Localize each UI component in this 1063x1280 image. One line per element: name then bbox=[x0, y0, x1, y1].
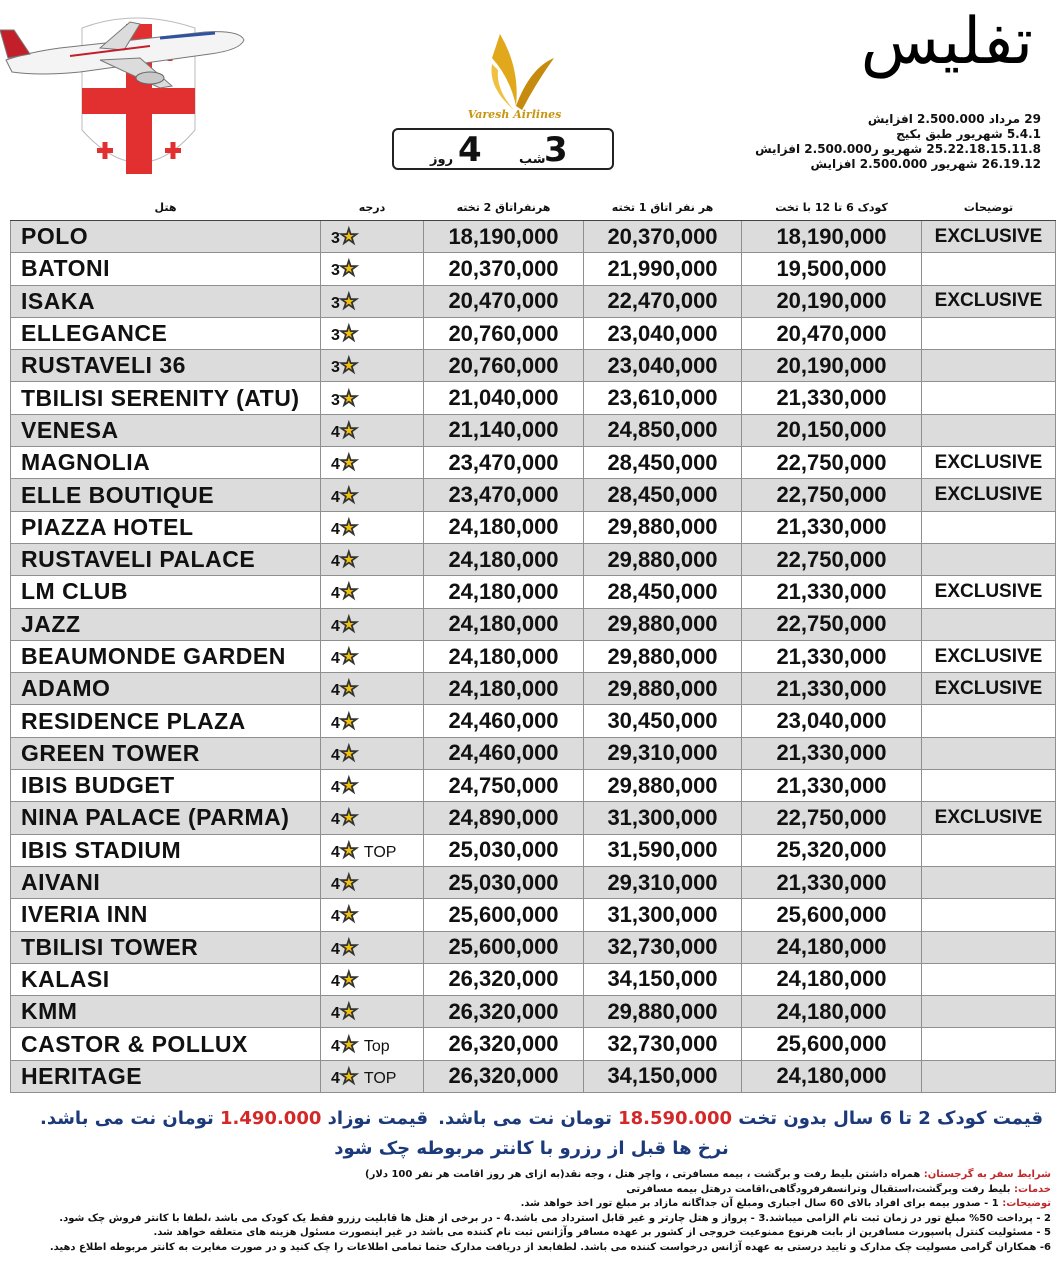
price-single: 29,880,000 bbox=[584, 511, 742, 543]
star-count: 4 bbox=[331, 843, 340, 861]
table-row bbox=[11, 931, 1056, 963]
table-row bbox=[11, 511, 1056, 543]
nights-label: شب bbox=[519, 152, 546, 167]
star-icon: ★ bbox=[339, 549, 358, 572]
table-row bbox=[11, 221, 1056, 253]
hotel-grade bbox=[321, 705, 424, 737]
note bbox=[922, 931, 1056, 963]
note: EXCLUSIVE bbox=[922, 640, 1056, 672]
star-icon: ★ bbox=[339, 290, 358, 313]
note bbox=[922, 608, 1056, 640]
note: EXCLUSIVE bbox=[922, 802, 1056, 834]
note bbox=[922, 963, 1056, 995]
table-row bbox=[11, 576, 1056, 608]
price-single: 29,880,000 bbox=[584, 640, 742, 672]
star-count: 4 bbox=[331, 520, 340, 538]
star-icon: ★ bbox=[339, 484, 358, 507]
header-hotel: هتل bbox=[11, 194, 321, 221]
table-row bbox=[11, 543, 1056, 575]
star-count: 4 bbox=[331, 876, 340, 894]
terms-line bbox=[11, 1183, 1051, 1198]
price-single: 29,880,000 bbox=[584, 608, 742, 640]
price-child: 21,330,000 bbox=[742, 737, 922, 769]
price-double: 24,180,000 bbox=[424, 673, 584, 705]
hotel-grade bbox=[321, 1028, 424, 1060]
hotel-grade bbox=[321, 543, 424, 575]
star-icon: ★ bbox=[339, 807, 358, 830]
hotel-grade bbox=[321, 382, 424, 414]
hotel-grade bbox=[321, 899, 424, 931]
price-single: 30,450,000 bbox=[584, 705, 742, 737]
price-double: 24,460,000 bbox=[424, 705, 584, 737]
hotel-grade bbox=[321, 737, 424, 769]
infant-price bbox=[40, 1108, 428, 1129]
note bbox=[922, 253, 1056, 285]
hotel-name: ISAKA bbox=[11, 285, 321, 317]
table-row bbox=[11, 834, 1056, 866]
price-double: 26,320,000 bbox=[424, 963, 584, 995]
price-child: 23,040,000 bbox=[742, 705, 922, 737]
hotel-name: KMM bbox=[11, 996, 321, 1028]
star-icon: ★ bbox=[339, 258, 358, 281]
note bbox=[922, 737, 1056, 769]
price-single: 31,590,000 bbox=[584, 834, 742, 866]
star-icon: ★ bbox=[339, 742, 358, 765]
table-row bbox=[11, 285, 1056, 317]
hotel-grade bbox=[321, 608, 424, 640]
table-row bbox=[11, 350, 1056, 382]
table-row bbox=[11, 866, 1056, 898]
table-row bbox=[11, 1028, 1056, 1060]
price-double: 18,190,000 bbox=[424, 221, 584, 253]
hotel-grade bbox=[321, 447, 424, 479]
hotel-name: ELLE BOUTIQUE bbox=[11, 479, 321, 511]
price-single: 23,610,000 bbox=[584, 382, 742, 414]
hotel-name: IBIS BUDGET bbox=[11, 770, 321, 802]
hotel-name: ADAMO bbox=[11, 673, 321, 705]
header-grade: درجه bbox=[321, 194, 424, 221]
terms-and-conditions bbox=[11, 1168, 1051, 1255]
price-child: 25,600,000 bbox=[742, 1028, 922, 1060]
hotel-grade bbox=[321, 221, 424, 253]
header-double: هرنفراتاق 2 تخته bbox=[424, 194, 584, 221]
price-single: 22,470,000 bbox=[584, 285, 742, 317]
star-count: 4 bbox=[331, 1005, 340, 1023]
price-single: 29,880,000 bbox=[584, 673, 742, 705]
star-count: 4 bbox=[331, 908, 340, 926]
note: EXCLUSIVE bbox=[922, 221, 1056, 253]
price-double: 24,750,000 bbox=[424, 770, 584, 802]
table-row bbox=[11, 673, 1056, 705]
price-child: 25,600,000 bbox=[742, 899, 922, 931]
child-price-prefix: قیمت کودک 2 تا 6 سال بدون تخت bbox=[738, 1108, 1043, 1129]
hotel-grade bbox=[321, 1060, 424, 1092]
star-count: 3 bbox=[331, 230, 340, 248]
hotel-name: IBIS STADIUM bbox=[11, 834, 321, 866]
table-row bbox=[11, 899, 1056, 931]
star-count: 4 bbox=[331, 585, 340, 603]
hotel-name: JAZZ bbox=[11, 608, 321, 640]
price-single: 32,730,000 bbox=[584, 931, 742, 963]
star-icon: ★ bbox=[339, 1033, 358, 1056]
date-line: 5.4.1 شهریور طبق بکیج bbox=[896, 127, 1041, 141]
hotel-name: CASTOR & POLLUX bbox=[11, 1028, 321, 1060]
note bbox=[922, 1060, 1056, 1092]
header-notes: توضیحات bbox=[922, 194, 1056, 221]
table-row bbox=[11, 382, 1056, 414]
star-icon: ★ bbox=[339, 226, 358, 249]
price-child: 21,330,000 bbox=[742, 673, 922, 705]
price-double: 25,600,000 bbox=[424, 899, 584, 931]
price-double: 26,320,000 bbox=[424, 996, 584, 1028]
price-child: 21,330,000 bbox=[742, 382, 922, 414]
star-count: 3 bbox=[331, 391, 340, 409]
price-single: 34,150,000 bbox=[584, 1060, 742, 1092]
star-icon: ★ bbox=[339, 839, 358, 862]
price-double: 20,370,000 bbox=[424, 253, 584, 285]
table-row bbox=[11, 802, 1056, 834]
star-icon: ★ bbox=[339, 323, 358, 346]
terms-line bbox=[11, 1241, 1051, 1256]
star-count: 3 bbox=[331, 359, 340, 377]
top-tag: Top bbox=[363, 1037, 390, 1055]
hotel-name: RUSTAVELI PALACE bbox=[11, 543, 321, 575]
child-no-bed-price bbox=[438, 1108, 1043, 1129]
price-child: 19,500,000 bbox=[742, 253, 922, 285]
terms-text: 6- همکاران گرامی مسولیت چک مدارک و تایید درستی به عهده آژانس درخواست کننده می باشد. لطفابعد از دریافت مدارک حتما تمامی اطلاعات را چک کنید و در صورت مغایرت به کانتر مربوطه اطلاع دهید. bbox=[49, 1241, 1051, 1253]
days-label: روز bbox=[430, 152, 454, 167]
child-price-suffix: تومان نت می باشد. bbox=[438, 1108, 612, 1129]
price-single: 31,300,000 bbox=[584, 802, 742, 834]
terms-text: 2 - پرداخت 50% مبلغ تور در زمان ثبت نام الزامی میباشد.3 - پرواز و هتل چارتر و غیر قابل استرداد می باشد.4 - در برخی از هتل ها قابلیت رزرو فقط یک کودک می باشد ،لطفا با کانتر فروش چک شود. bbox=[59, 1212, 1051, 1224]
destination-title: تفلیس bbox=[860, 5, 1033, 79]
hotel-grade bbox=[321, 931, 424, 963]
price-child: 24,180,000 bbox=[742, 1060, 922, 1092]
star-count: 4 bbox=[331, 423, 340, 441]
hotel-name: ELLEGANCE bbox=[11, 317, 321, 349]
top-tag: TOP bbox=[363, 843, 397, 861]
hotel-name: TBILISI TOWER bbox=[11, 931, 321, 963]
note bbox=[922, 414, 1056, 446]
star-count: 4 bbox=[331, 650, 340, 667]
hotel-name: MAGNOLIA bbox=[11, 447, 321, 479]
star-count: 4 bbox=[331, 617, 340, 635]
price-double: 26,320,000 bbox=[424, 1060, 584, 1092]
note bbox=[922, 705, 1056, 737]
price-double: 20,760,000 bbox=[424, 350, 584, 382]
price-child: 24,180,000 bbox=[742, 931, 922, 963]
hotel-grade bbox=[321, 479, 424, 511]
table-row bbox=[11, 996, 1056, 1028]
hotel-name: AIVANI bbox=[11, 866, 321, 898]
note bbox=[922, 382, 1056, 414]
price-double: 20,470,000 bbox=[424, 285, 584, 317]
price-single: 31,300,000 bbox=[584, 899, 742, 931]
price-child: 24,180,000 bbox=[742, 963, 922, 995]
hotel-name: BATONI bbox=[11, 253, 321, 285]
hotel-grade bbox=[321, 317, 424, 349]
price-double: 23,470,000 bbox=[424, 447, 584, 479]
star-count: 4 bbox=[331, 811, 340, 829]
hotel-name: VENESA bbox=[11, 414, 321, 446]
price-double: 24,180,000 bbox=[424, 608, 584, 640]
hotel-grade bbox=[321, 770, 424, 802]
price-child: 18,190,000 bbox=[742, 221, 922, 253]
price-child: 21,330,000 bbox=[742, 511, 922, 543]
price-double: 26,320,000 bbox=[424, 1028, 584, 1060]
star-count: 4 bbox=[331, 682, 340, 700]
days-number: 4 bbox=[458, 130, 482, 170]
duration-box bbox=[392, 128, 614, 170]
price-single: 24,850,000 bbox=[584, 414, 742, 446]
terms-text: 1 - صدور بیمه برای افراد بالای 60 سال اجباری ومبلغ آن جداگانه مازاد بر مبلغ تور اخذ خواهد شد. bbox=[520, 1198, 1003, 1209]
hotel-name: RESIDENCE PLAZA bbox=[11, 705, 321, 737]
price-double: 25,030,000 bbox=[424, 866, 584, 898]
terms-label: شرایط سفر به گرجستان: bbox=[923, 1169, 1051, 1180]
star-count: 4 bbox=[331, 456, 340, 474]
table-row bbox=[11, 414, 1056, 446]
price-single: 29,310,000 bbox=[584, 737, 742, 769]
table-row bbox=[11, 640, 1056, 672]
hotel-grade bbox=[321, 963, 424, 995]
terms-line bbox=[11, 1168, 1051, 1183]
hotel-grade bbox=[321, 414, 424, 446]
header-child: کودک 6 تا 12 با تخت bbox=[742, 194, 922, 221]
hotel-name: RUSTAVELI 36 bbox=[11, 350, 321, 382]
price-double: 23,470,000 bbox=[424, 479, 584, 511]
star-count: 4 bbox=[331, 488, 340, 506]
note bbox=[922, 511, 1056, 543]
star-count: 4 bbox=[331, 746, 340, 764]
star-count: 3 bbox=[331, 327, 340, 345]
table-row bbox=[11, 317, 1056, 349]
price-single: 32,730,000 bbox=[584, 1028, 742, 1060]
price-double: 20,760,000 bbox=[424, 317, 584, 349]
table-row bbox=[11, 705, 1056, 737]
star-icon: ★ bbox=[339, 613, 358, 636]
price-single: 29,880,000 bbox=[584, 996, 742, 1028]
note bbox=[922, 866, 1056, 898]
star-count: 4 bbox=[331, 1069, 340, 1087]
star-count: 3 bbox=[331, 294, 340, 312]
hotel-name: GREEN TOWER bbox=[11, 737, 321, 769]
price-child: 25,320,000 bbox=[742, 834, 922, 866]
price-double: 24,180,000 bbox=[424, 576, 584, 608]
star-count: 3 bbox=[331, 262, 340, 280]
price-single: 28,450,000 bbox=[584, 447, 742, 479]
star-icon: ★ bbox=[339, 904, 358, 927]
table-body bbox=[11, 221, 1056, 1093]
price-child: 22,750,000 bbox=[742, 608, 922, 640]
price-child: 22,750,000 bbox=[742, 447, 922, 479]
star-icon: ★ bbox=[339, 936, 358, 959]
price-single: 23,040,000 bbox=[584, 317, 742, 349]
note bbox=[922, 996, 1056, 1028]
star-icon: ★ bbox=[339, 678, 358, 701]
note: EXCLUSIVE bbox=[922, 576, 1056, 608]
hotel-name: KALASI bbox=[11, 963, 321, 995]
note bbox=[922, 899, 1056, 931]
table-row bbox=[11, 447, 1056, 479]
price-child: 21,330,000 bbox=[742, 640, 922, 672]
hotel-name: NINA PALACE (PARMA) bbox=[11, 802, 321, 834]
price-double: 25,600,000 bbox=[424, 931, 584, 963]
price-child: 20,190,000 bbox=[742, 350, 922, 382]
hotel-grade bbox=[321, 640, 424, 672]
hotel-grade bbox=[321, 285, 424, 317]
star-count: 4 bbox=[331, 972, 340, 990]
star-icon: ★ bbox=[339, 775, 358, 798]
hotel-grade bbox=[321, 996, 424, 1028]
table-header-row bbox=[11, 194, 1056, 221]
airplane-flag-illustration bbox=[0, 10, 250, 180]
price-child: 20,150,000 bbox=[742, 414, 922, 446]
star-icon: ★ bbox=[339, 1001, 358, 1024]
terms-text: بلیط رفت وبرگشت،استقبال وترانسفرفرودگاهی،اقامت درهتل بیمه مسافرتی bbox=[626, 1183, 1015, 1195]
terms-line bbox=[11, 1212, 1051, 1227]
terms-text: همراه داشتن بلیط رفت و برگشت ، بیمه مسافرتی ، واچر هتل ، وجه نقد(به ازای هر روز اقامت هر نفر 100 دلار) bbox=[365, 1169, 924, 1180]
hotel-grade bbox=[321, 576, 424, 608]
top-tag: TOP bbox=[363, 1069, 397, 1087]
price-double: 24,180,000 bbox=[424, 511, 584, 543]
terms-line bbox=[11, 1226, 1051, 1241]
hotel-grade bbox=[321, 253, 424, 285]
note bbox=[922, 317, 1056, 349]
price-double: 24,890,000 bbox=[424, 802, 584, 834]
table-row bbox=[11, 963, 1056, 995]
note: EXCLUSIVE bbox=[922, 447, 1056, 479]
price-single: 29,880,000 bbox=[584, 770, 742, 802]
star-icon: ★ bbox=[339, 710, 358, 733]
note bbox=[922, 350, 1056, 382]
star-icon: ★ bbox=[339, 968, 358, 991]
hotel-name: LM CLUB bbox=[11, 576, 321, 608]
price-single: 21,990,000 bbox=[584, 253, 742, 285]
terms-text: 5 - مسئولیت کنترل پاسپورت مسافرین از بابت هرنوع ممنوعیت خروجی از کشور بر عهده مسافر وآژانس ثبت نام کننده می باشد در غیر اینصورت مسئول هزینه های متعلقه خواهد شد. bbox=[153, 1227, 1051, 1238]
hotel-name: BEAUMONDE GARDEN bbox=[11, 640, 321, 672]
star-icon: ★ bbox=[339, 581, 358, 604]
star-count: 4 bbox=[331, 1037, 340, 1055]
table-row bbox=[11, 479, 1056, 511]
hotel-name: IVERIA INN bbox=[11, 899, 321, 931]
price-child: 20,190,000 bbox=[742, 285, 922, 317]
hotel-price-table bbox=[10, 194, 1056, 1093]
date-line: 26.19.12 شهریور 2.500.000 افزایش bbox=[810, 157, 1041, 171]
hotel-grade bbox=[321, 511, 424, 543]
rate-check-notice: نرخ ها قبل از رزرو با کانتر مربوطه چک شود bbox=[334, 1138, 729, 1159]
table-row bbox=[11, 1060, 1056, 1092]
hotel-name: TBILISI SERENITY (ATU) bbox=[11, 382, 321, 414]
infant-price-value: 1.490.000 bbox=[220, 1108, 322, 1129]
star-icon: ★ bbox=[339, 872, 358, 895]
infant-price-suffix: تومان نت می باشد. bbox=[40, 1108, 214, 1129]
date-line: 29 مرداد 2.500.000 افزایش bbox=[867, 112, 1041, 126]
note: EXCLUSIVE bbox=[922, 479, 1056, 511]
table-row bbox=[11, 608, 1056, 640]
note bbox=[922, 770, 1056, 802]
star-count: 4 bbox=[331, 779, 340, 797]
star-icon: ★ bbox=[339, 1065, 358, 1088]
price-single: 29,310,000 bbox=[584, 866, 742, 898]
price-single: 23,040,000 bbox=[584, 350, 742, 382]
price-child: 24,180,000 bbox=[742, 996, 922, 1028]
star-count: 4 bbox=[331, 714, 340, 732]
hotel-name: HERITAGE bbox=[11, 1060, 321, 1092]
star-icon: ★ bbox=[339, 419, 358, 442]
note bbox=[922, 834, 1056, 866]
price-double: 21,040,000 bbox=[424, 382, 584, 414]
star-icon: ★ bbox=[339, 646, 358, 668]
table-row bbox=[11, 253, 1056, 285]
hotel-name: POLO bbox=[11, 221, 321, 253]
infant-price-prefix: قیمت نوزاد bbox=[327, 1108, 428, 1129]
note: EXCLUSIVE bbox=[922, 673, 1056, 705]
table-row bbox=[11, 737, 1056, 769]
price-child: 22,750,000 bbox=[742, 543, 922, 575]
date-line: 25.22.18.15.11.8 شهریو ر2.500.000 افزایش bbox=[755, 142, 1041, 156]
child-price-value: 18.590.000 bbox=[618, 1108, 732, 1129]
price-double: 25,030,000 bbox=[424, 834, 584, 866]
price-child: 21,330,000 bbox=[742, 576, 922, 608]
price-single: 28,450,000 bbox=[584, 576, 742, 608]
star-count: 4 bbox=[331, 940, 340, 958]
price-single: 34,150,000 bbox=[584, 963, 742, 995]
table-row bbox=[11, 770, 1056, 802]
price-child: 22,750,000 bbox=[742, 802, 922, 834]
price-child: 21,330,000 bbox=[742, 866, 922, 898]
nights-number: 3 bbox=[544, 130, 568, 170]
price-single: 20,370,000 bbox=[584, 221, 742, 253]
price-double: 24,460,000 bbox=[424, 737, 584, 769]
price-child: 22,750,000 bbox=[742, 479, 922, 511]
star-icon: ★ bbox=[339, 355, 358, 378]
price-child: 20,470,000 bbox=[742, 317, 922, 349]
terms-label: توضیحات: bbox=[1002, 1198, 1051, 1209]
terms-label: خدمات: bbox=[1014, 1183, 1051, 1195]
star-icon: ★ bbox=[339, 387, 358, 410]
price-double: 21,140,000 bbox=[424, 414, 584, 446]
brand-name: Varesh Airlines bbox=[467, 108, 562, 121]
price-double: 24,180,000 bbox=[424, 543, 584, 575]
price-child: 21,330,000 bbox=[742, 770, 922, 802]
star-icon: ★ bbox=[339, 516, 358, 539]
header-single: هر نفر اتاق 1 تخته bbox=[584, 194, 742, 221]
note bbox=[922, 543, 1056, 575]
note: EXCLUSIVE bbox=[922, 285, 1056, 317]
hotel-grade bbox=[321, 350, 424, 382]
price-single: 28,450,000 bbox=[584, 479, 742, 511]
hotel-name: PIAZZA HOTEL bbox=[11, 511, 321, 543]
note bbox=[922, 1028, 1056, 1060]
price-double: 24,180,000 bbox=[424, 640, 584, 672]
hotel-grade bbox=[321, 802, 424, 834]
star-icon: ★ bbox=[339, 452, 358, 475]
hotel-grade bbox=[321, 834, 424, 866]
star-count: 4 bbox=[331, 553, 340, 571]
hotel-grade bbox=[321, 866, 424, 898]
hotel-grade bbox=[321, 673, 424, 705]
date-surcharge-lines bbox=[741, 112, 1041, 172]
terms-line bbox=[11, 1197, 1051, 1212]
price-single: 29,880,000 bbox=[584, 543, 742, 575]
